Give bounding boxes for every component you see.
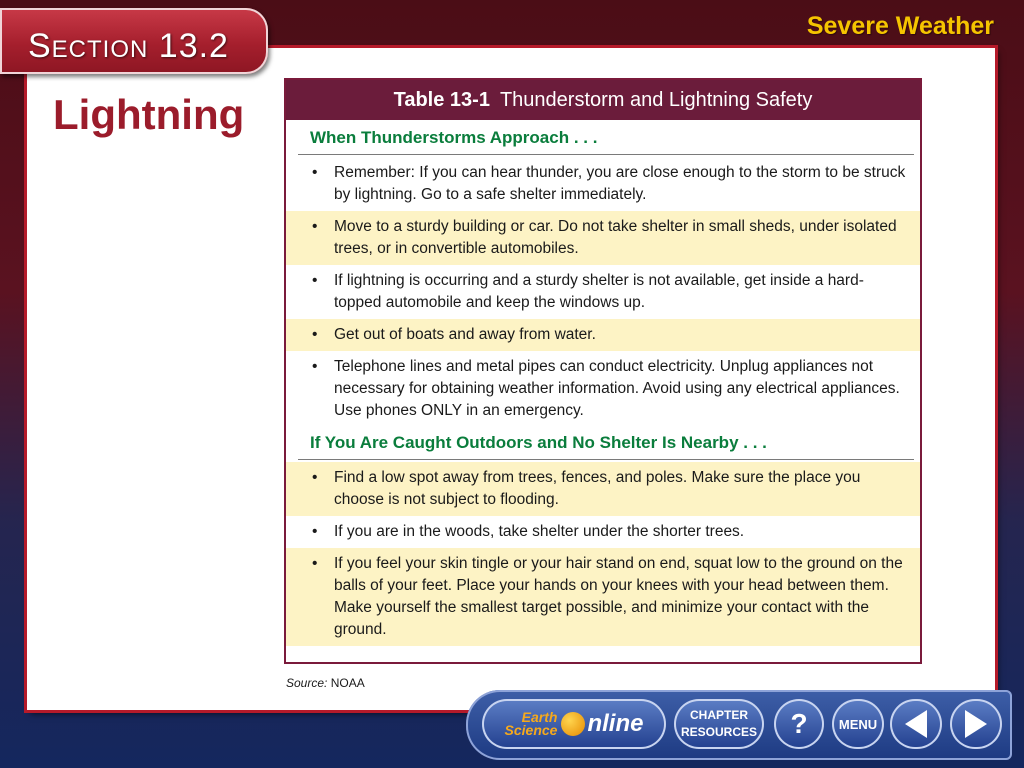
table-row: • Get out of boats and away from water. bbox=[286, 319, 920, 351]
section-title: Section 13.2 bbox=[28, 27, 229, 65]
row-text: Move to a sturdy building or car. Do not take shelter in small sheds, under isolated trees, or in convertible automobiles. bbox=[334, 218, 897, 257]
row-text: If you are in the woods, take shelter under the shorter trees. bbox=[334, 523, 745, 540]
right-arrow-icon bbox=[965, 710, 987, 738]
row-text: Telephone lines and metal pipes can conduct electricity. Unplug appliances not necessary for obtaining weather information. Avoid using any electrical appliances. Use phones ONLY in an emergency. bbox=[334, 358, 900, 419]
globe-icon bbox=[561, 712, 585, 736]
next-button[interactable] bbox=[950, 699, 1002, 749]
table-row: • Move to a sturdy building or car. Do not take shelter in small sheds, under isolated trees, or in convertible automobiles. bbox=[286, 211, 920, 265]
chapter-resources-button[interactable]: CHAPTER RESOURCES bbox=[674, 699, 764, 749]
table-header bbox=[286, 80, 920, 120]
earth-science-logo: Earth Science bbox=[504, 709, 558, 738]
menu-button[interactable]: MENU bbox=[832, 699, 884, 749]
topic-title: Severe Weather bbox=[806, 12, 994, 40]
row-text: Get out of boats and away from water. bbox=[334, 326, 596, 343]
row-text: If you feel your skin tingle or your hair stand on end, squat low to the ground on the balls of your feet. Place your hands on your knees with your head between them. Make yourself the smallest target possible, and minimize your contact with the ground. bbox=[334, 555, 903, 638]
table-row: • Remember: If you can hear thunder, you are close enough to the storm to be struck by lightning. Go to a safe shelter immediately. bbox=[312, 164, 906, 203]
group-heading: When Thunderstorms Approach . . . bbox=[298, 124, 914, 155]
row-text: Remember: If you can hear thunder, you are close enough to the storm to be struck by lightning. Go to a safe shelter immediately. bbox=[334, 164, 906, 203]
safety-table bbox=[284, 78, 922, 664]
source-label: Source: bbox=[286, 676, 328, 690]
table-row: • Telephone lines and metal pipes can conduct electricity. Unplug appliances not necessary for obtaining weather information. Avoid using any electrical appliances. Use phones ONLY in an emergency. bbox=[312, 358, 900, 419]
online-label: nline bbox=[587, 710, 644, 737]
help-button[interactable] bbox=[774, 699, 824, 749]
group-heading: If You Are Caught Outdoors and No Shelter Is Nearby . . . bbox=[298, 429, 914, 460]
section-tab bbox=[0, 8, 268, 74]
table-row: • If lightning is occurring and a sturdy shelter is not available, get inside a hard-topped automobile and keep the windows up. bbox=[312, 272, 864, 311]
help-icon: ? bbox=[790, 708, 808, 739]
row-text: If lightning is occurring and a sturdy shelter is not available, get inside a hard-topped automobile and keep the windows up. bbox=[334, 272, 864, 311]
row-text: Find a low spot away from trees, fences, and poles. Make sure the place you choose is not subject to flooding. bbox=[334, 469, 861, 508]
table-row: • If you feel your skin tingle or your hair stand on end, squat low to the ground on the balls of your feet. Place your hands on your knees with your head between them. Make yourself the smallest target possible, and minimize your contact with the ground. bbox=[286, 548, 920, 646]
page-heading: Lightning bbox=[53, 91, 245, 138]
left-arrow-icon bbox=[905, 710, 927, 738]
earth-science-online-button[interactable] bbox=[482, 699, 666, 749]
previous-button[interactable] bbox=[890, 699, 942, 749]
source-value: NOAA bbox=[330, 676, 365, 690]
table-row: • Find a low spot away from trees, fences, and poles. Make sure the place you choose is not subject to flooding. bbox=[286, 462, 920, 516]
table-source bbox=[286, 676, 365, 690]
table-row: • If you are in the woods, take shelter under the shorter trees. bbox=[312, 523, 745, 540]
nav-bar bbox=[466, 690, 1012, 760]
table-title: Thunderstorm and Lightning Safety bbox=[499, 88, 813, 111]
table-number: Table 13-1 bbox=[393, 88, 490, 111]
